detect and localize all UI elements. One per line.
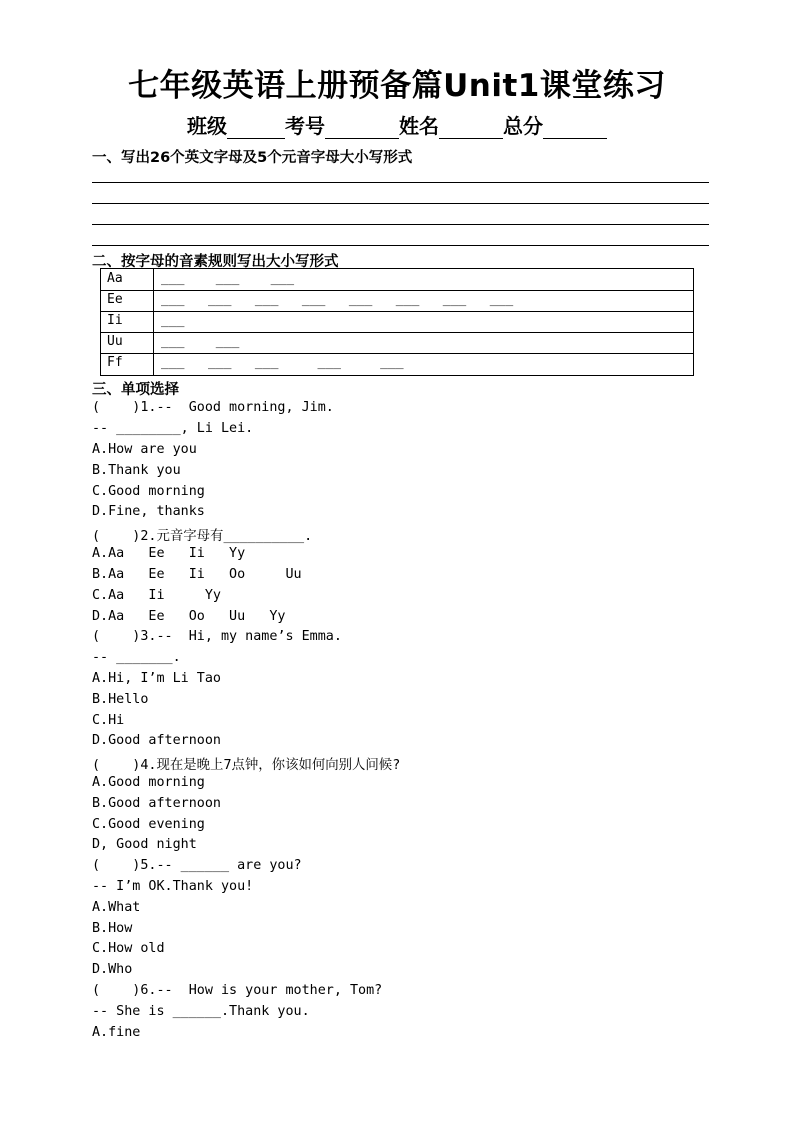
question-line: -- ________, Li Lei. <box>92 421 254 436</box>
option-line: C.Good evening <box>92 817 205 832</box>
question-line: ( )1.-- Good morning, Jim. <box>92 400 334 415</box>
option-line: C.How old <box>92 941 165 956</box>
row-blanks[interactable]: ___ ___ <box>161 334 240 349</box>
column-divider <box>153 332 154 353</box>
column-divider <box>153 311 154 332</box>
name-label: 姓名 <box>399 114 439 138</box>
section2-heading: 二、按字母的音素规则写出大小写形式 <box>92 254 339 270</box>
name-blank[interactable] <box>439 118 503 139</box>
option-line: C.Good morning <box>92 484 205 499</box>
option-line: B.Good afternoon <box>92 796 221 811</box>
question-line: -- _______. <box>92 650 181 665</box>
table-row <box>101 332 693 354</box>
option-line: A.Hi, I’m Li Tao <box>92 671 221 686</box>
question-line: -- She is ______.Thank you. <box>92 1004 310 1019</box>
number-label: 考号 <box>285 114 325 138</box>
option-line: A.Aa Ee Ii Yy <box>92 546 246 561</box>
score-label: 总分 <box>503 114 543 138</box>
option-line: A.Good morning <box>92 775 205 790</box>
row-label: Uu <box>107 334 123 349</box>
option-line: D.Fine, thanks <box>92 504 205 519</box>
letter-table <box>100 268 694 376</box>
option-line: D, Good night <box>92 837 197 852</box>
option-line: B.Thank you <box>92 463 181 478</box>
number-blank[interactable] <box>325 118 399 139</box>
score-blank[interactable] <box>543 118 607 139</box>
row-blanks[interactable]: ___ ___ ___ ___ ___ <box>161 355 404 370</box>
row-blanks[interactable]: ___ ___ ___ ___ ___ ___ ___ ___ <box>161 292 514 307</box>
class-blank[interactable] <box>227 118 285 139</box>
question-line: ( )3.-- Hi, my name’s Emma. <box>92 629 342 644</box>
question-line: -- I’m OK.Thank you! <box>92 879 254 894</box>
option-line: A.What <box>92 900 141 915</box>
row-blanks[interactable]: ___ ___ ___ <box>161 271 295 286</box>
row-label: Ee <box>107 292 123 307</box>
table-row <box>101 269 693 291</box>
option-line: A.fine <box>92 1025 141 1040</box>
row-label: Ff <box>107 355 123 370</box>
column-divider <box>153 353 154 375</box>
option-line: D.Who <box>92 962 133 977</box>
option-line: C.Hi <box>92 713 125 728</box>
writing-line[interactable] <box>92 224 709 225</box>
option-line: B.Hello <box>92 692 149 707</box>
column-divider <box>153 290 154 311</box>
option-line: B.How <box>92 921 133 936</box>
option-line: D.Aa Ee Oo Uu Yy <box>92 609 286 624</box>
option-line: B.Aa Ee Ii Oo Uu <box>92 567 302 582</box>
table-row <box>101 290 693 312</box>
option-line: D.Good afternoon <box>92 733 221 748</box>
section1-heading: 一、写出26个英文字母及5个元音字母大小写形式 <box>92 150 413 166</box>
column-divider <box>153 269 154 290</box>
row-label: Ii <box>107 313 123 328</box>
question-line: ( )2.元音字母有__________. <box>92 529 313 544</box>
student-info-line <box>0 110 794 139</box>
table-row <box>101 311 693 333</box>
question-line: ( )6.-- How is your mother, Tom? <box>92 983 383 998</box>
class-label: 班级 <box>187 114 227 138</box>
writing-line[interactable] <box>92 245 709 246</box>
question-line: ( )4.现在是晚上7点钟，你该如何向别人问候? <box>92 758 401 773</box>
writing-line[interactable] <box>92 203 709 204</box>
option-line: C.Aa Ii Yy <box>92 588 221 603</box>
table-row <box>101 353 693 374</box>
question-line: ( )5.-- ______ are you? <box>92 858 302 873</box>
option-line: A.How are you <box>92 442 197 457</box>
section3-heading: 三、单项选择 <box>92 382 179 398</box>
row-blanks[interactable]: ___ <box>161 313 185 328</box>
writing-line[interactable] <box>92 182 709 183</box>
page-title: 七年级英语上册预备篇Unit1课堂练习 <box>128 68 666 104</box>
row-label: Aa <box>107 271 123 286</box>
